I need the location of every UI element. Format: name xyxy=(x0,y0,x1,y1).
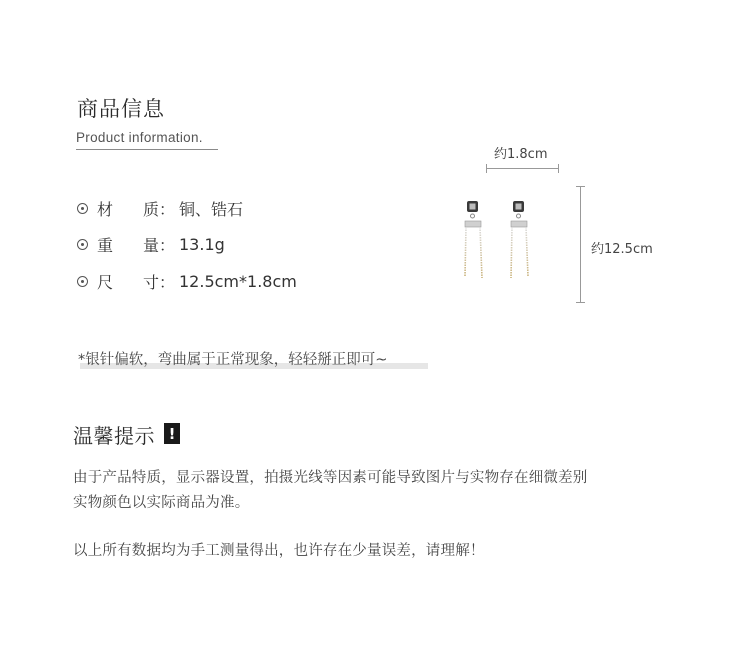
spec-label: 重 xyxy=(97,235,114,255)
spec-row-size xyxy=(77,269,297,293)
spec-label-suffix: 寸： xyxy=(143,272,176,292)
height-dimension-tick xyxy=(576,186,585,187)
spec-label-suffix: 量： xyxy=(143,235,176,255)
spec-label: 尺 xyxy=(97,272,114,292)
spec-value: 12.5cm*1.8cm xyxy=(179,271,297,291)
tips-paragraph-line: 以上所有数据均为手工测量得出，也许存在少量误差，请理解！ xyxy=(73,543,485,559)
height-dimension-line xyxy=(580,186,581,303)
height-dimension-label: 约12.5cm xyxy=(591,242,653,257)
width-dimension-label: 约1.8cm xyxy=(494,147,548,162)
tips-paragraph-line: 实物颜色以实际商品为准。 xyxy=(73,495,250,511)
tips-paragraph-line: 由于产品特质，显示器设置，拍摄光线等因素可能导致图片与实物存在细微差别 xyxy=(73,470,588,486)
circle-dot-icon xyxy=(77,276,88,287)
right-earring xyxy=(511,201,528,295)
earrings-image xyxy=(455,196,545,300)
warm-tips-title: 温馨提示 xyxy=(73,424,155,448)
height-dimension-tick xyxy=(576,302,585,303)
product-info-title: 商品信息 xyxy=(77,97,165,121)
care-note: *银针偏软，弯曲属于正常现象，轻轻掰正即可~ xyxy=(78,352,388,368)
spec-row-weight xyxy=(77,232,225,256)
subtitle-underline xyxy=(76,149,218,150)
exclamation-icon: ! xyxy=(164,423,180,444)
width-dimension-tick xyxy=(558,164,559,173)
spec-value: 铜、锆石 xyxy=(179,199,244,219)
spec-value: 13.1g xyxy=(179,234,225,254)
width-dimension-line xyxy=(486,168,559,169)
product-info-subtitle: Product information. xyxy=(76,130,203,145)
width-dimension-tick xyxy=(486,164,487,173)
spec-row-material xyxy=(77,196,243,220)
spec-label: 材 xyxy=(97,199,114,219)
spec-label-suffix: 质： xyxy=(143,199,176,219)
left-earring xyxy=(465,201,482,294)
circle-dot-icon xyxy=(77,239,88,250)
circle-dot-icon xyxy=(77,203,88,214)
